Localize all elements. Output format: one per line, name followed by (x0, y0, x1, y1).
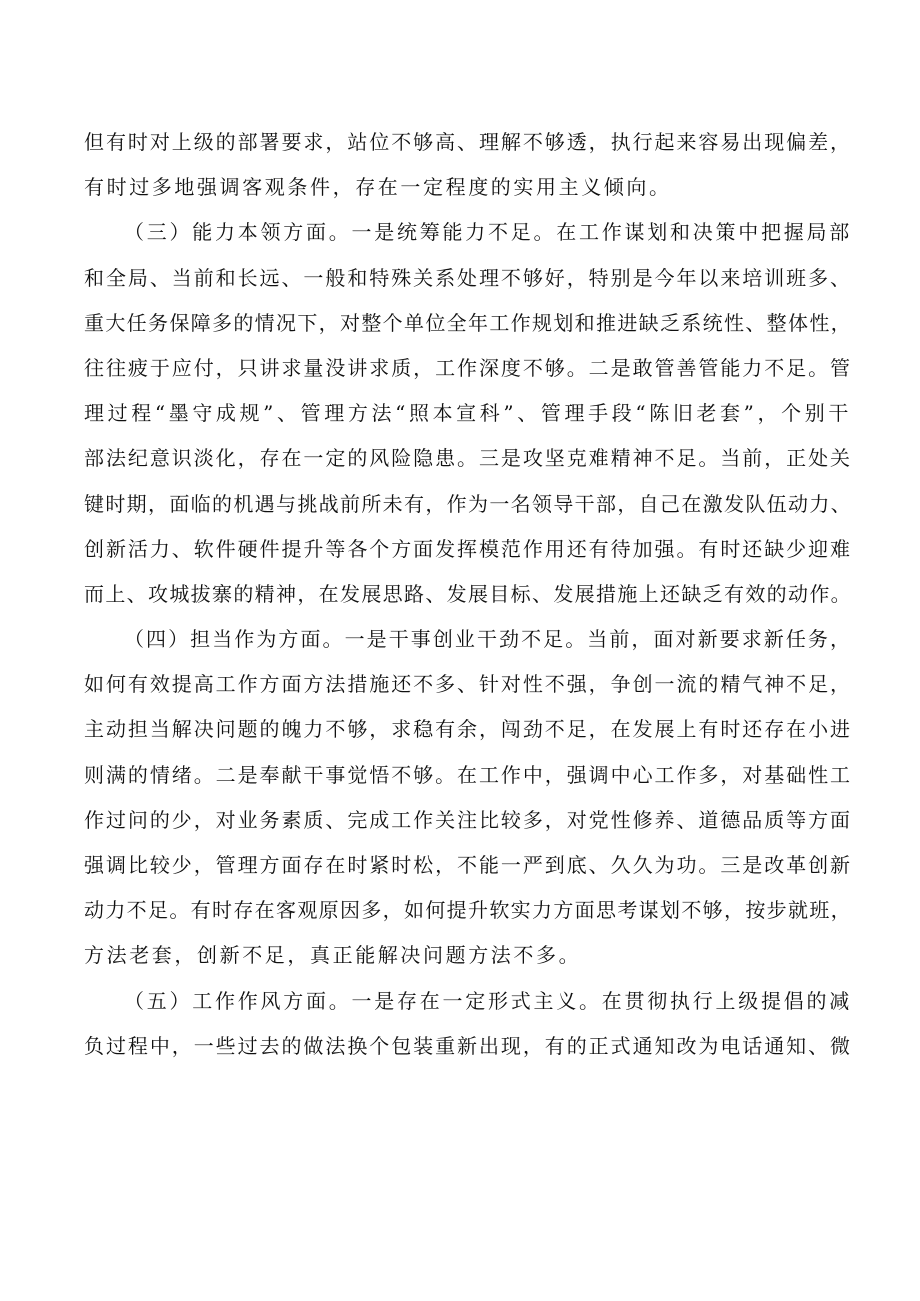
paragraph-work-style (84, 979, 852, 1069)
text-line: 负过程中，一些过去的做法换个包装重新出现，有的正式通知改为电话通知、微 (84, 1033, 852, 1058)
text-line: 主动担当解决问题的魄力不够，求稳有余，闯劲不足，在发展上有时还存在小进 (84, 717, 852, 742)
text-line: 如何有效提高工作方面方法措施还不多、针对性不强，争创一流的精气神不足， (84, 672, 852, 697)
text-line: 而上、攻城拔寨的精神，在发展思路、发展目标、发展措施上还缺乏有效的动作。 (84, 581, 852, 606)
paragraph-continuation (84, 120, 852, 210)
text-line: 有时过多地强调客观条件，存在一定程度的实用主义倾向。 (84, 175, 672, 200)
text-line: 和全局、当前和长远、一般和特殊关系处理不够好，特别是今年以来培训班多、 (84, 265, 852, 290)
text-line: 部法纪意识淡化，存在一定的风险隐患。三是攻坚克难精神不足。当前，正处关 (84, 446, 852, 471)
text-line: （三）能力本领方面。一是统筹能力不足。在工作谋划和决策中把握局部 (124, 220, 852, 245)
document-page (84, 120, 852, 1069)
text-line: （五）工作作风方面。一是存在一定形式主义。在贯彻执行上级提倡的减 (124, 988, 852, 1013)
text-line: 则满的情绪。二是奉献干事觉悟不够。在工作中，强调中心工作多，对基础性工 (84, 762, 852, 787)
text-line: 重大任务保障多的情况下，对整个单位全年工作规划和推进缺乏系统性、整体性， (84, 310, 852, 335)
text-line: 但有时对上级的部署要求，站位不够高、理解不够透，执行起来容易出现偏差， (84, 130, 852, 154)
text-line: 理过程“墨守成规”、管理方法“照本宣科”、管理手段“陈旧老套”，个别干 (84, 401, 852, 426)
text-line: 创新活力、软件硬件提升等各个方面发挥模范作用还有待加强。有时还缺少迎难 (84, 536, 852, 561)
paragraph-ability (84, 210, 852, 617)
text-line: 强调比较少，管理方面存在时紧时松，不能一严到底、久久为功。三是改革创新 (84, 853, 852, 877)
text-line: （四）担当作为方面。一是干事创业干劲不足。当前，面对新要求新任务， (124, 627, 852, 652)
text-line: 方法老套，创新不足，真正能解决问题方法不多。 (84, 943, 582, 968)
text-line: 作过问的少，对业务素质、完成工作关注比较多，对党性修养、道德品质等方面 (84, 807, 852, 832)
paragraph-responsibility (84, 617, 852, 979)
text-line: 键时期，面临的机遇与挑战前所未有，作为一名领导干部，自己在激发队伍动力、 (84, 491, 852, 516)
text-line: 动力不足。有时存在客观原因多，如何提升软实力方面思考谋划不够，按步就班， (84, 898, 852, 923)
text-line: 往往疲于应付，只讲求量没讲求质，工作深度不够。二是敢管善管能力不足。管 (84, 355, 852, 380)
